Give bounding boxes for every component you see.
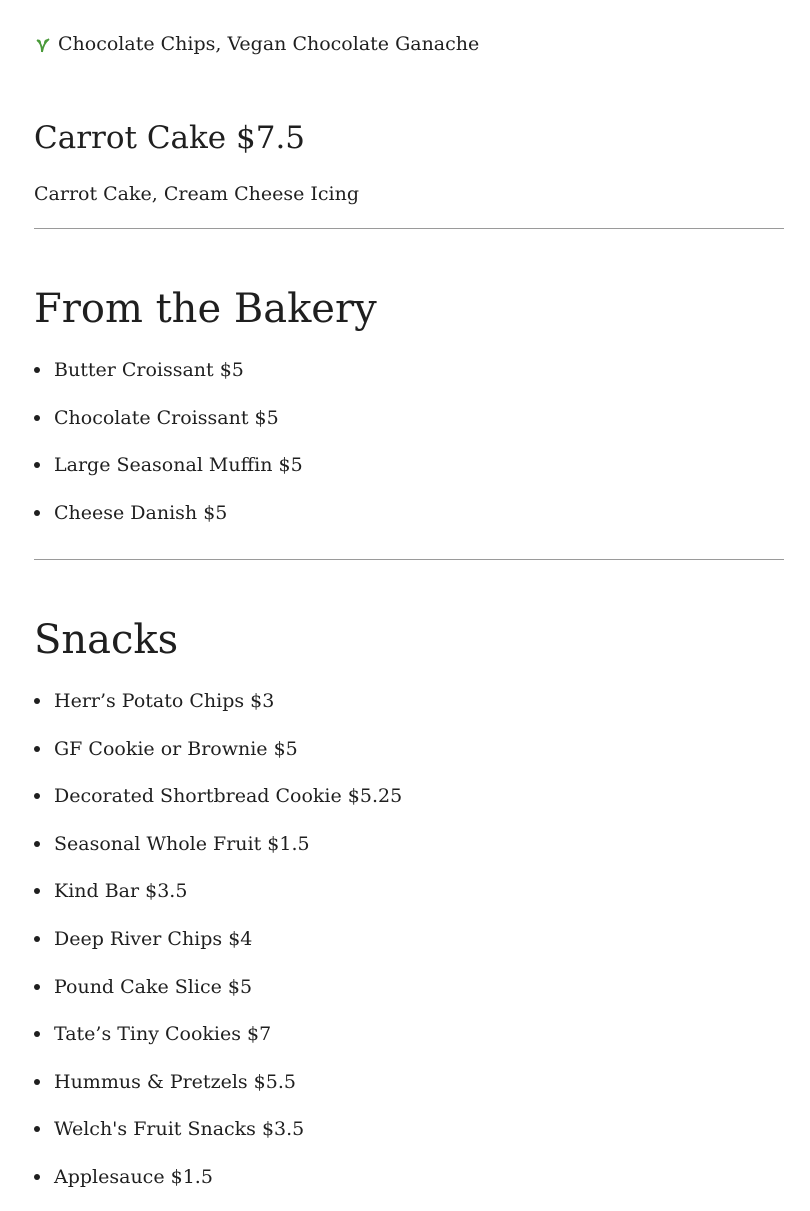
list-item: Welch's Fruit Snacks $3.5 <box>34 1115 402 1143</box>
snacks-list <box>34 687 402 1211</box>
carrot-cake-title: Carrot Cake $7.5 <box>34 120 306 156</box>
list-item: Applesauce $1.5 <box>34 1163 402 1191</box>
list-item: Seasonal Whole Fruit $1.5 <box>34 830 402 858</box>
carrot-cake-description: Carrot Cake, Cream Cheese Icing <box>34 183 360 205</box>
vegan-item-ingredients-text: Chocolate Chips, Vegan Chocolate Ganache <box>58 33 480 55</box>
list-item: Chocolate Croissant $5 <box>34 404 303 432</box>
divider <box>34 559 784 560</box>
list-item: Hummus & Pretzels $5.5 <box>34 1068 402 1096</box>
leaf-icon <box>34 34 52 54</box>
list-item: Herr’s Potato Chips $3 <box>34 687 402 715</box>
list-item: Cheese Danish $5 <box>34 499 303 527</box>
list-item: Large Seasonal Muffin $5 <box>34 451 303 479</box>
list-item: Butter Croissant $5 <box>34 356 303 384</box>
bakery-list <box>34 356 303 546</box>
list-item: Tate’s Tiny Cookies $7 <box>34 1020 402 1048</box>
list-item: Pound Cake Slice $5 <box>34 973 402 1001</box>
list-item: GF Cookie or Brownie $5 <box>34 735 402 763</box>
list-item: Kind Bar $3.5 <box>34 877 402 905</box>
divider <box>34 228 784 229</box>
list-item: Decorated Shortbread Cookie $5.25 <box>34 782 402 810</box>
list-item: Deep River Chips $4 <box>34 925 402 953</box>
bakery-section-title: From the Bakery <box>34 286 377 332</box>
snacks-section-title: Snacks <box>34 617 179 663</box>
vegan-item-ingredients <box>34 30 479 58</box>
